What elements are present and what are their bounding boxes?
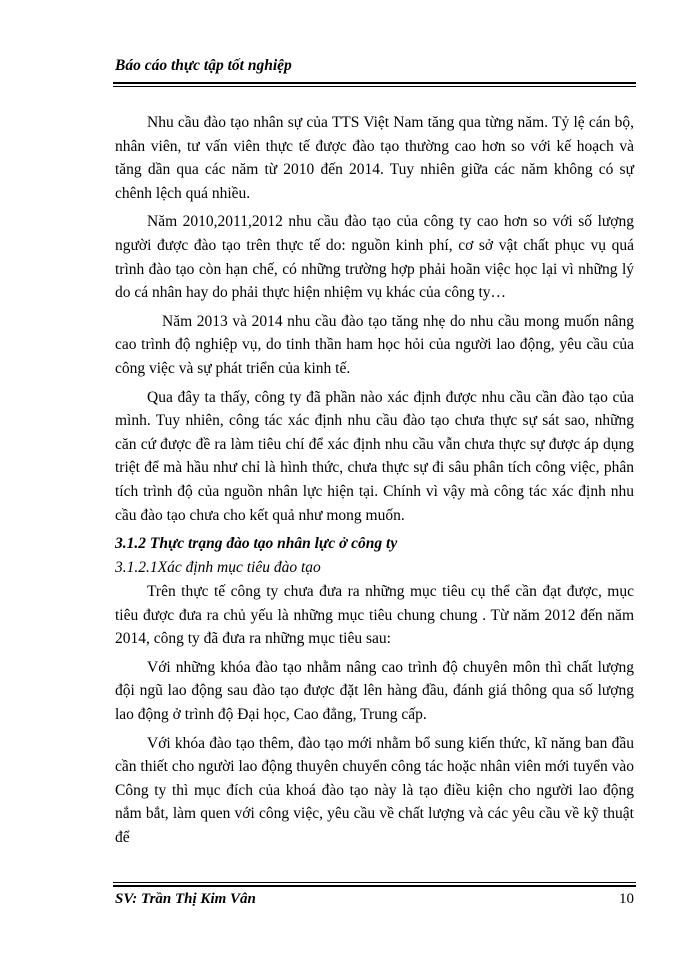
header-title: Báo cáo thực tập tốt nghiệp: [115, 57, 292, 74]
paragraph: Năm 2010,2011,2012 nhu cầu đào tạo của công ty cao hơn so với số lượng người được đào tạo trên thực tế do: nguồn kinh phí, cơ sở vật chất phục vụ quá trình đào tạo còn hạn chế, có những trường hợp phải hoãn việc học lại vì những lý do cá nhân hay do phải thực hiện nhiệm vụ khác của công ty…: [115, 213, 634, 302]
section-heading: 3.1.2 Thực trạng đào tạo nhân lực ở công ty: [115, 535, 398, 553]
paragraph: Năm 2013 và 2014 nhu cầu đào tạo tăng nhẹ do nhu cầu mong muốn nâng cao trình độ nghiệp vụ, do tinh thần ham học hỏi của người lao động, yêu cầu của công việc và sự phát triển của kinh tế.: [115, 312, 634, 377]
paragraph: Trên thực tế công ty chưa đưa ra những mục tiêu cụ thể cần đạt được, mục tiêu được đưa ra chủ yếu là những mục tiêu chung chung . Từ năm 2012 đến năm 2014, công ty đã đưa ra những mục tiêu sau:: [115, 583, 634, 648]
footer-author: SV: Trần Thị Kim Vân: [115, 891, 256, 907]
footer-rule-bottom: [113, 885, 636, 887]
header-rule-top: [113, 82, 636, 84]
paragraph: Qua đây ta thấy, công ty đã phần nào xác định được nhu cầu cần đào tạo của mình. Tuy nhiên, công tác xác định nhu cầu đào tạo chưa thực sự sát sao, những căn cứ được đề ra làm tiêu chí để xác định nhu cầu vẫn chưa thực sự được áp dụng triệt để mà hầu như chỉ là hình thức, chưa thực sự đi sâu phân tích công việc, phân tích trình độ của nguồn nhân lực hiện tại. Chính vì vậy mà công tác xác định nhu cầu đào tạo chưa cho kết quả như mong muốn.: [115, 388, 634, 524]
body-text: [115, 111, 634, 855]
subsection-heading: 3.1.2.1Xác định mục tiêu đào tạo: [115, 559, 321, 577]
header-rule-bottom: [113, 86, 636, 87]
page-number: 10: [619, 891, 634, 907]
footer-rule-top: [113, 882, 636, 883]
paragraph: Với những khóa đào tạo nhằm nâng cao trình độ chuyên môn thì chất lượng đội ngũ lao động sau đào tạo được đặt lên hàng đầu, đánh giá thông qua số lượng lao động ở trình độ Đại học, Cao đẳng, Trung cấp.: [115, 658, 634, 724]
paragraph: Nhu cầu đào tạo nhân sự của TTS Việt Nam tăng qua từng năm. Tỷ lệ cán bộ, nhân viên, tư vấn viên thực tế được đào tạo thường cao hơn so với kế hoạch và tăng dần qua các năm từ 2010 đến 2014. Tuy nhiên giữa các năm không có sự chênh lệch quá nhiều.: [115, 114, 634, 202]
paragraph: Với khóa đào tạo thêm, đào tạo mới nhằm bổ sung kiến thức, kĩ năng ban đầu cần thiết cho người lao động thuyên chuyển công tác hoặc nhân viên mới tuyển vào Công ty thì mục đích của khoá đào tạo này là tạo điều kiện cho người lao động nắm bắt, làm quen với công việc, yêu cầu về chất lượng và các yêu cầu về kỹ thuật để: [115, 734, 634, 847]
